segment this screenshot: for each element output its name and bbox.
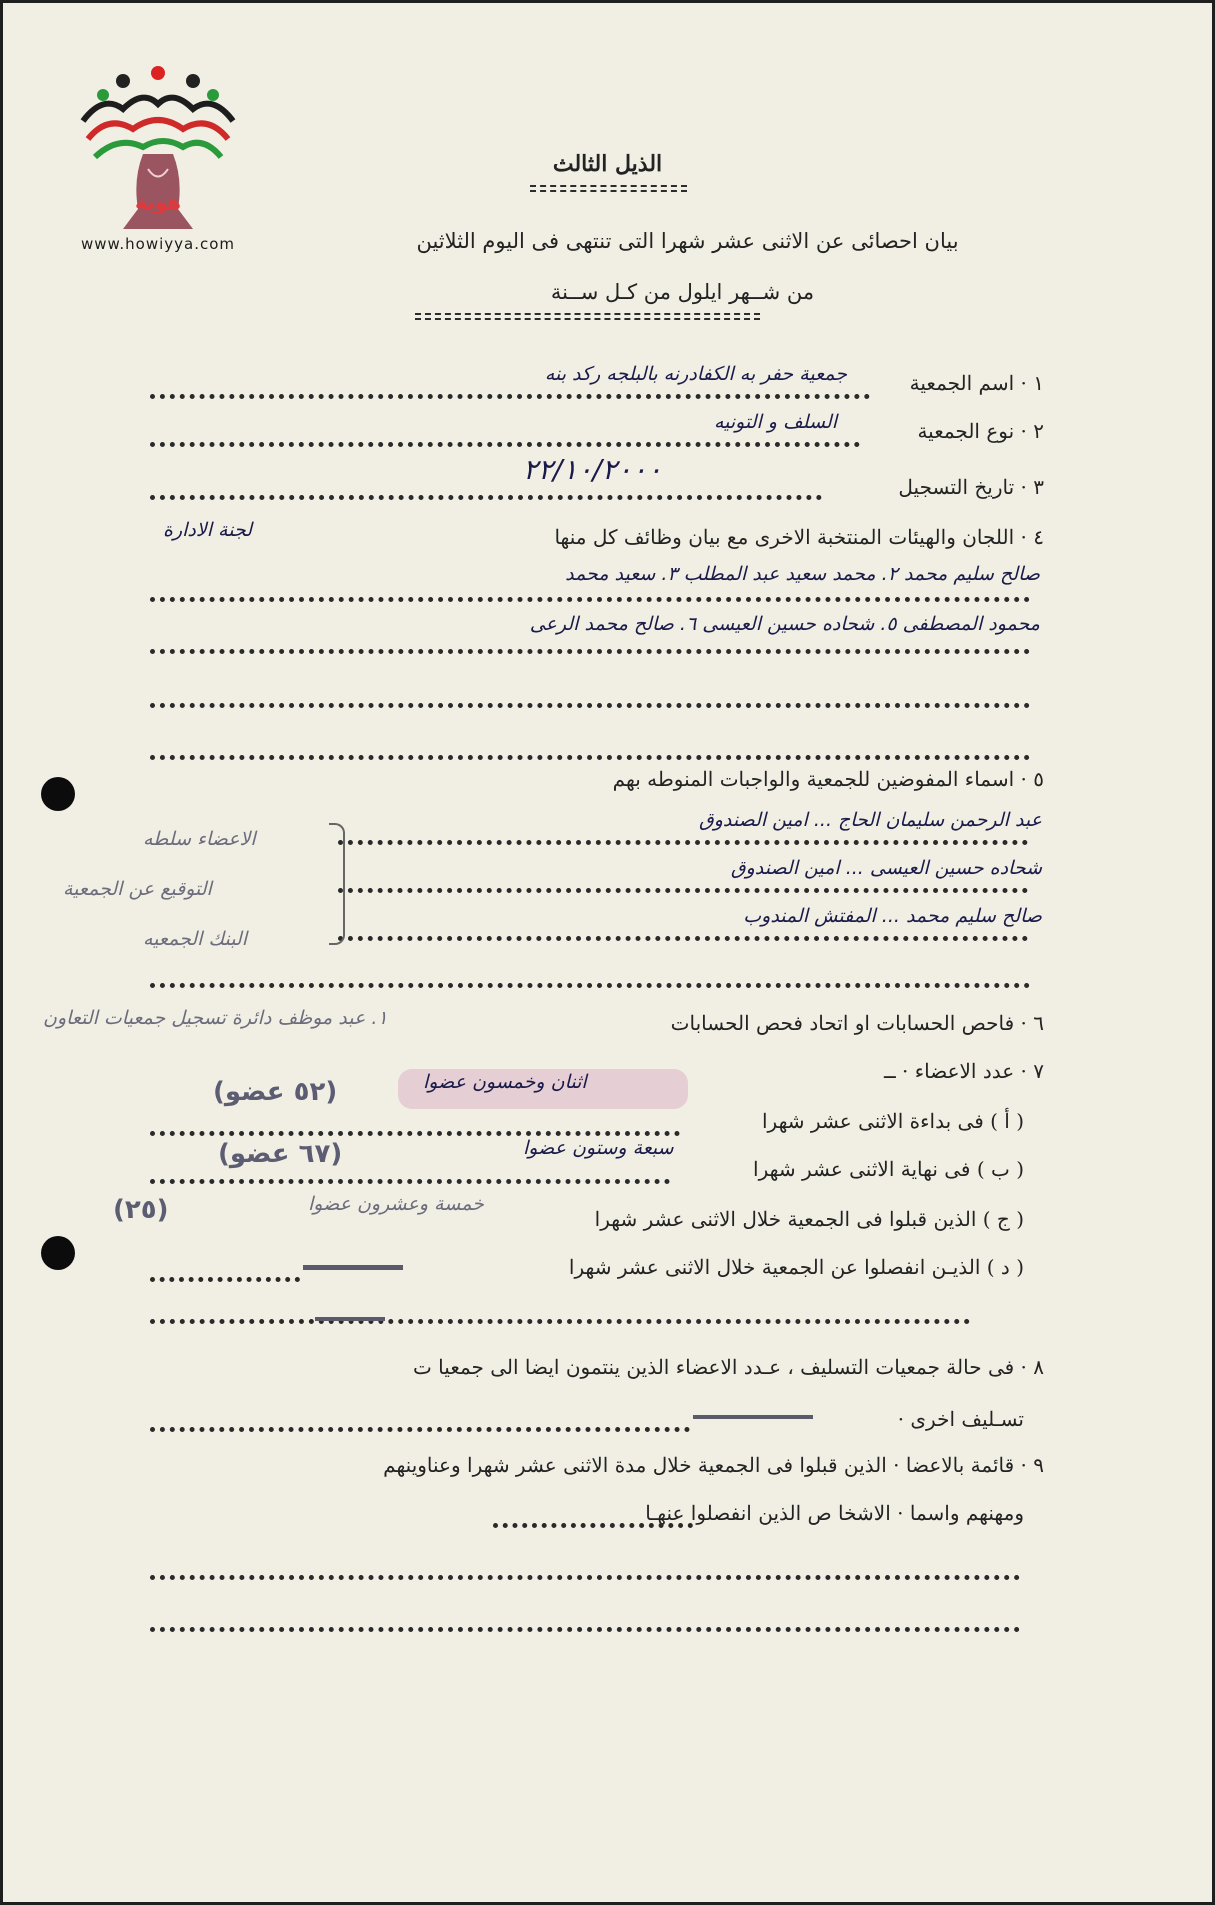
dash-mark <box>315 1317 385 1321</box>
registration-date-value: ٢٢/١٠/٢٠٠٠ <box>522 453 662 486</box>
dotted-line <box>338 888 1028 893</box>
statement-title-line-2: من شــهر ايلول من كـل ســنة <box>550 280 815 304</box>
appendix-title: الذيل الثالث <box>552 151 663 177</box>
members-joined-count: (٢٥) <box>113 1195 169 1225</box>
members-joined-words: خمسة وعشرون عضوا <box>308 1193 484 1215</box>
members-left-label: ( د ) الذيـن انفصلوا عن الجمعية خلال الاثنى عشر شهرا <box>568 1255 1024 1279</box>
committee-members-line-2: محمود المصطفى ٥. شحاده حسين العيسى ٦. صالح محمد الرعى <box>529 613 1040 635</box>
dotted-line <box>150 1575 1020 1580</box>
dotted-line <box>338 840 1028 845</box>
members-start-words: اثنان وخمسون عضوا <box>423 1071 587 1093</box>
members-end-label: ( ب ) فى نهاية الاثنى عشر شهرا <box>753 1157 1024 1181</box>
margin-note-line-1: الاعضاء سلطه <box>143 828 256 850</box>
registration-date-label: ٣ · تاريخ التسجيل <box>898 475 1044 499</box>
punch-hole <box>41 1236 75 1270</box>
dotted-line <box>150 394 870 399</box>
members-list-label-1: ٩ · قائمة بالاعضا · الذين قبلوا فى الجمعية خلال مدة الاثنى عشر شهرا وعناوينهم <box>383 1453 1044 1477</box>
punch-hole <box>41 777 75 811</box>
dotted-line <box>150 442 860 447</box>
members-joined-label: ( ج ) الذين قبلوا فى الجمعية خلال الاثنى عشر شهرا <box>594 1207 1024 1231</box>
auditor-label: ٦ · فاحص الحسابات او اتحاد فحص الحسابات <box>670 1011 1044 1035</box>
credit-societies-label-2: تسـليف اخرى · <box>897 1407 1024 1431</box>
dotted-line <box>150 597 1030 602</box>
dotted-line <box>150 1179 670 1184</box>
dash-mark <box>303 1265 403 1270</box>
dotted-line <box>150 1627 1020 1632</box>
dotted-line <box>150 649 1030 654</box>
dotted-line <box>150 703 1030 708</box>
committees-label: ٤ · اللجان والهيئات المنتخبة الاخرى مع بيان وظائف كل منها <box>554 525 1044 549</box>
dotted-line <box>150 755 1030 760</box>
delegate-line-2: شحاده حسين العيسى ... امين الصندوق <box>730 857 1042 879</box>
delegate-line-1: عبد الرحمن سليمان الحاج ... امين الصندوق <box>698 809 1042 831</box>
members-end-words: سبعة وستون عضوا <box>523 1137 674 1159</box>
logo-brand-text: هوية <box>134 190 182 214</box>
delegates-label: ٥ · اسماء المفوضين للجمعية والواجبات المنوطه بهم <box>612 767 1044 791</box>
family-tree-icon <box>63 59 253 234</box>
dotted-line <box>150 1277 300 1282</box>
committee-heading: لجنة الادارة <box>163 519 252 541</box>
society-name-label: ١ · اسم الجمعية <box>909 371 1044 395</box>
society-name-value: جمعية حفر به الكفادرنه بالبلجه ركد بنه <box>544 363 847 385</box>
dotted-line <box>150 983 1030 988</box>
logo-url: www.howiyya.com <box>80 235 236 253</box>
dotted-line <box>338 936 1028 941</box>
dotted-line <box>150 1427 690 1432</box>
dotted-line <box>150 1319 970 1324</box>
society-type-value: السلف و التونيه <box>713 411 837 433</box>
members-list-label-2: ومهنهم واسما · الاشخا ص الذين انفصلوا عنهـا <box>645 1501 1024 1525</box>
credit-societies-label-1: ٨ · فى حالة جمعيات التسليف ، عـدد الاعضاء الذين ينتمون ايضا الى جمعيا ت <box>413 1355 1044 1379</box>
dotted-line <box>150 1131 680 1136</box>
members-end-count: (٦٧ عضو) <box>218 1139 343 1169</box>
margin-note-line-3: البنك الجمعيه <box>143 928 247 950</box>
members-start-label: ( أ ) فى بداءة الاثنى عشر شهرا <box>761 1109 1024 1133</box>
delegate-line-3: صالح سليم محمد ... المفتش المندوب <box>743 905 1042 927</box>
margin-note-line-2: التوقيع عن الجمعية <box>63 878 212 900</box>
dotted-line <box>493 1523 693 1528</box>
members-count-label: ٧ · عدد الاعضاء · ــ <box>883 1059 1044 1083</box>
title-underline <box>530 185 687 192</box>
committee-members-line-1: صالح سليم محمد ٢. محمد سعيد عبد المطلب ٣. سعيد محمد <box>565 563 1040 585</box>
dash-mark <box>693 1415 813 1419</box>
document-page <box>3 3 1212 1902</box>
dotted-line <box>150 495 822 500</box>
auditor-value: ١. عبد موظف دائرة تسجيل جمعيات التعاون <box>43 1007 388 1029</box>
members-start-count: (٥٢ عضو) <box>213 1077 338 1107</box>
subtitle-underline <box>415 313 760 320</box>
margin-bracket <box>329 823 345 945</box>
society-type-label: ٢ · نوع الجمعية <box>917 419 1044 443</box>
statement-title-line-1: بيان احصائى عن الاثنى عشر شهرا التى تنتهى فى اليوم الثلاثين <box>416 229 959 253</box>
